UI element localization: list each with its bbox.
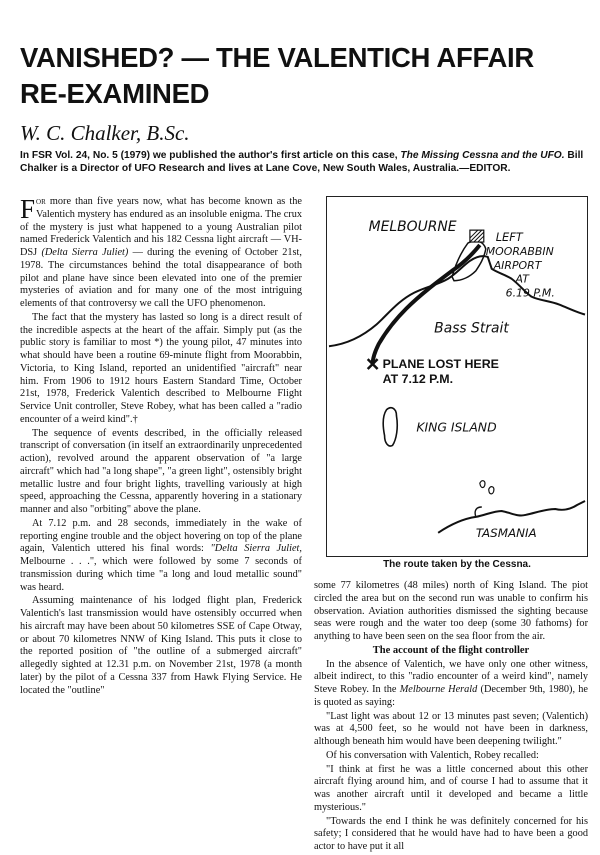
- headline-line-1: VANISHED? — THE VALENTICH AFFAIR: [20, 42, 534, 73]
- king-island-shape: [383, 408, 397, 446]
- right-paragraph-3: "Last light was about 12 or 13 minutes past seven; (Valentich) was at 4,500 feet, so he would not have been in darkness, although beneath him would have been deepening twilight.": [314, 710, 588, 747]
- label-plane-lost-line2: AT 7.12 P.M.: [382, 371, 454, 386]
- intro-text-a: In FSR Vol. 24, No. 5 (1979) we published the author's first article on this case,: [20, 150, 401, 161]
- paragraph-1-lead: or: [36, 196, 46, 207]
- paragraph-5: Assuming maintenance of his lodged flight plan, Frederick Valentich's last transmission would have ostensibly occurred when his aircraft may have been about 50 kilometres SSE of Cape Otway, or about 70 kilometres NNW of King Island. This puts it close to the reported position of "the outline of a submerged aircraft" allegedly sighted at 12.31 p.m. on November 21st, 1978 (a month later) by the pilot of a Cessna 337 from Hawk Flying Service. He located the "outline": [20, 595, 302, 696]
- route-map: [326, 196, 588, 557]
- right-column: [314, 580, 588, 855]
- left-column: [20, 196, 302, 698]
- article-headline: [20, 40, 590, 112]
- label-king-island: KING ISLAND: [416, 419, 497, 435]
- newspaper-name: Melbourne Herald: [399, 684, 478, 695]
- flight-path-line: [373, 245, 480, 364]
- paragraph-4-text-b: Melbourne . . .", which were followed by some 7 seconds of transmission during which time "a long and loud metallic sound" was heard.: [20, 556, 302, 593]
- label-bass-strait: Bass Strait: [434, 320, 509, 337]
- label-moorabbin: MOORABBIN: [485, 244, 554, 258]
- right-paragraph-5: "I think at first he was a little concerned about this other aircraft flying around him, and of course I had to assume that it was another aircraft until it developed and became a little mysterious.": [314, 763, 588, 813]
- paragraph-3: The sequence of events described, in the officially released transcript of conversation (in itself an extraordinarily unprecedented action), revolved around the apparent observation of "a large aircraft" which had "a long shape", "a green light", ostensibly bright metallic lustre and four bright lights, travelling variously at high speed, approaching the Cessna, apparently hovering in a stationary manner and also "orbiting" above the plane.: [20, 427, 302, 515]
- paragraph-4-text-a: At 7.12 p.m. and 28 seconds, immediately in the wake of reporting engine trouble and the object hovering on top of the plane again, Valentich uttered his final words:: [20, 517, 302, 555]
- paragraph-1-end: — during the evening of October 21st, 1978. The circumstances behind the total disappearance of both pilot and plane have since been elevated into one of the premier mysteries of aviation and for many one of the most intriguing elements of that controversy we call the UFO phenomenon.: [20, 247, 302, 309]
- label-airport: AIRPORT: [493, 258, 542, 272]
- intro-text-b: Bill Chalker is a Director of UFO Research and lives at Lane Cove, New South Wales, Australia.—EDITOR.: [20, 150, 584, 174]
- island-small-2: [489, 487, 494, 494]
- label-tasmania: TASMANIA: [475, 525, 537, 540]
- label-plane-lost-line1: PLANE LOST HERE: [382, 357, 499, 372]
- headline-line-2: RE-EXAMINED: [20, 78, 210, 109]
- paragraph-1-callsign: (Delta Sierra Juliet): [41, 247, 129, 258]
- intro-article-title: The Missing Cessna and the UFO.: [400, 150, 565, 161]
- right-paragraph-4: Of his conversation with Valentich, Robey recalled:: [326, 749, 539, 761]
- author-byline: W. C. Chalker, B.Sc.: [20, 121, 190, 145]
- island-small-1: [480, 481, 485, 488]
- drop-cap: F: [20, 194, 36, 224]
- paragraph-2: The fact that the mystery has lasted so long is a direct result of the incredible aspects at the heart of the affair. Simply put (as the public story is familiar to most *) the young pilot, 47 minutes into what should have been a routine 69-minute flight from Moorabbin, Victoria, to King Island, reported an unidentified "aircraft" near him. From 1906 to 1912 hours Eastern Standard Time, October 21st, 1978, Frederick Valentich described to Melbourne Flight Service Unit controller, Steve Robey, what has been called a "radio encounter of a weird kind".†: [20, 311, 302, 425]
- melbourne-city-marker: [470, 230, 484, 242]
- map-caption: The route taken by the Cessna.: [383, 559, 531, 570]
- label-at: AT: [515, 272, 529, 286]
- paragraph-4-final-words: "Delta Sierra Juliet,: [210, 543, 302, 555]
- label-melbourne: MELBOURNE: [368, 219, 457, 236]
- right-paragraph-2-text-b: (December 9th, 1980), he is quoted as saying:: [314, 684, 588, 708]
- paragraph-4: [20, 518, 302, 595]
- right-paragraph-6: "Towards the end I think he was definitely concerned for his safety; I considered that he would have had to have been a good actor to have put it all: [314, 815, 588, 852]
- right-paragraph-1: some 77 kilometres (48 miles) north of King Island. The piot circled the area but on the second run was unable to confirm his observation. Aviation authorities dismissed the sighting because seas were rough and the water too deep (some 30 fathoms) for anything to have been seen on the sea floor from the air.: [314, 580, 588, 642]
- route-map-drawing: [327, 197, 587, 556]
- label-left: LEFT: [495, 230, 523, 245]
- paragraph-1: [20, 196, 302, 311]
- right-paragraph-2-text-a: In the absence of Valentich, we have only one other witness, albeit indirect, to this "radio encounter of a weird kind", namely Steve Robey. In the: [314, 658, 588, 695]
- editor-intro: [20, 150, 594, 175]
- section-heading: The account of the flight controller: [372, 644, 530, 656]
- paragraph-1-text: more than five years now, what has become known as the Valentich mystery has endured as an insoluble enigma. The crux of the mystery is just what happened to a young Australian pilot named Frederick Valentich and his 182 Cessna light aircraft — VH-DSJ: [20, 196, 302, 258]
- right-paragraph-2: [314, 659, 588, 710]
- label-left-time: 6.19 P.M.: [505, 286, 555, 300]
